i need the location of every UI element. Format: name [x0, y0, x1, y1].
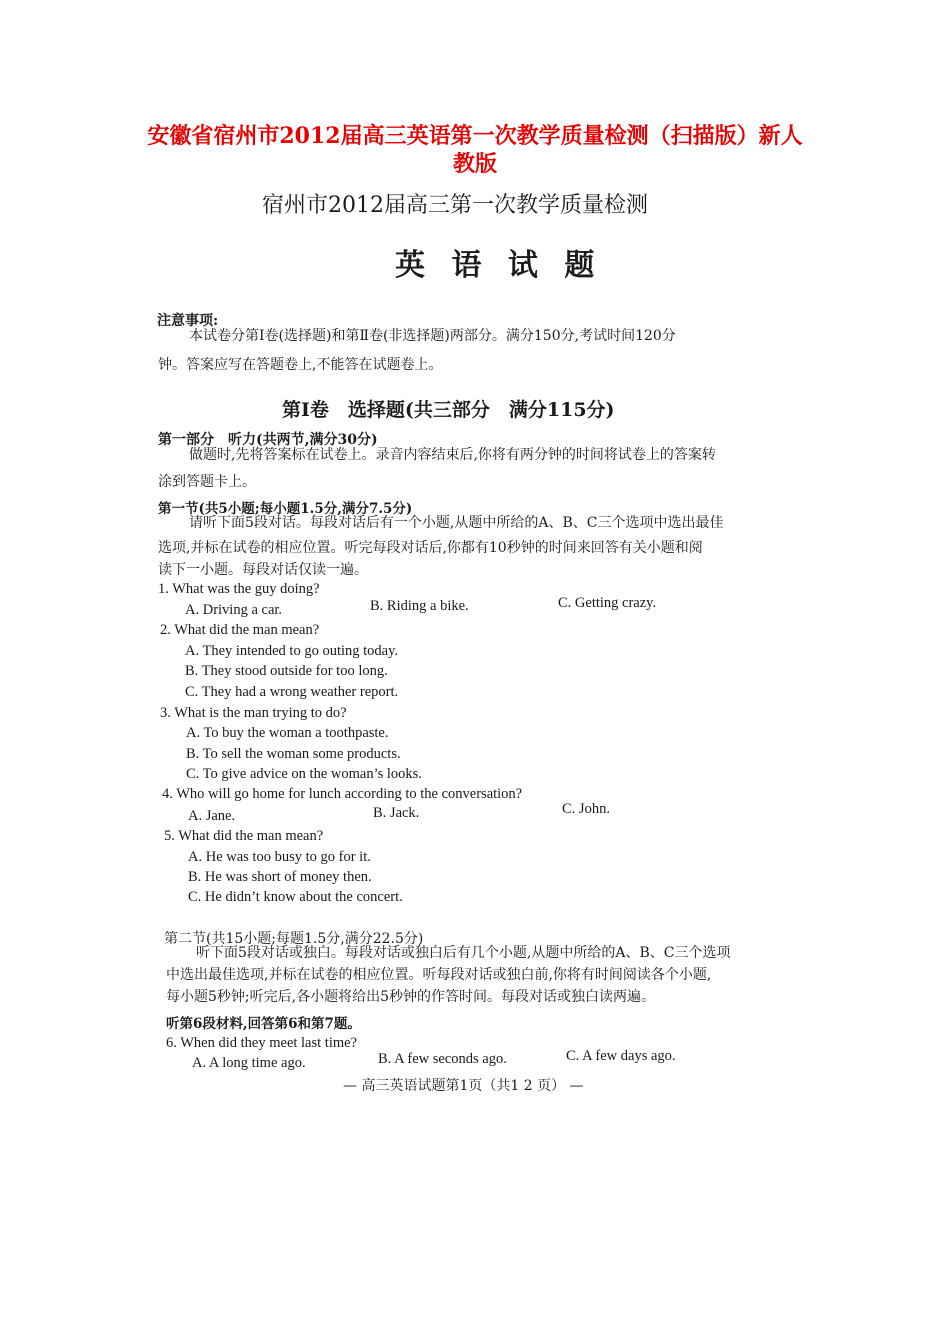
- question-5-option-b: B. He was short of money then.: [188, 869, 372, 885]
- question-3-option-b: B. To sell the woman some products.: [186, 746, 401, 762]
- exam-subtitle: 宿州市2012届高三第一次教学质量检测: [262, 193, 648, 218]
- question-1-option-b: B. Riding a bike.: [370, 598, 469, 614]
- section1-intro-line1: 请听下面5段对话。每段对话后有一个小题,从题中所给的A、B、C三个选项中选出最佳: [189, 515, 724, 531]
- section1-heading: 第一节(共5小题;每小题1.5分,满分7.5分): [158, 501, 413, 517]
- question-4-option-b: B. Jack.: [373, 805, 420, 821]
- question-5-option-c: C. He didn’t know about the concert.: [188, 889, 403, 905]
- volume1-heading: 第Ⅰ卷 选择题(共三部分 满分115分): [282, 399, 615, 421]
- question-2-option-b: B. They stood outside for too long.: [185, 663, 388, 679]
- question-6-option-b: B. A few seconds ago.: [378, 1051, 507, 1067]
- exam-title: 英 语 试 题: [395, 248, 603, 283]
- question-6-option-a: A. A long time ago.: [192, 1055, 306, 1071]
- section2-intro-line1: 听下面5段对话或独白。每段对话或独白后有几个小题,从题中所给的A、B、C三个选项: [196, 945, 731, 961]
- part1-intro-line2: 涂到答题卡上。: [158, 474, 256, 490]
- question-1-option-c: C. Getting crazy.: [558, 595, 657, 611]
- document-title-line2: 教版: [452, 151, 497, 177]
- notice-line1: 本试卷分第Ⅰ卷(选择题)和第Ⅱ卷(非选择题)两部分。满分150分,考试时间120分: [189, 328, 676, 344]
- question-1-stem: 1. What was the guy doing?: [158, 581, 320, 597]
- question-5-option-a: A. He was too busy to go for it.: [188, 849, 371, 865]
- question-3-option-a: A. To buy the woman a toothpaste.: [186, 725, 389, 741]
- question-5-stem: 5. What did the man mean?: [164, 828, 324, 844]
- question-4-stem: 4. Who will go home for lunch according to the conversation?: [162, 786, 523, 802]
- question-4-option-a: A. Jane.: [188, 808, 236, 824]
- part1-intro-line1: 做题时,先将答案标在试卷上。录音内容结束后,你将有两分钟的时间将试卷上的答案转: [189, 447, 716, 463]
- question-1-option-a: A. Driving a car.: [185, 602, 283, 618]
- section1-intro-line3: 读下一小题。每段对话仅读一遍。: [158, 562, 368, 578]
- notice-heading: 注意事项:: [157, 313, 219, 329]
- notice-line2: 钟。答案应写在答题卷上,不能答在试题卷上。: [158, 357, 443, 373]
- document-title-line1: 安徽省宿州市2012届高三英语第一次教学质量检测（扫描版）新人: [147, 123, 803, 149]
- section2-intro-line2: 中选出最佳选项,并标在试卷的相应位置。听每段对话或独白前,你将有时间阅读各个小题,: [166, 967, 712, 983]
- question-2-option-a: A. They intended to go outing today.: [185, 643, 399, 659]
- section2-heading: 第二节(共15小题;每题1.5分,满分22.5分): [164, 931, 424, 947]
- part1-heading: 第一部分 听力(共两节,满分30分): [158, 432, 378, 448]
- section1-intro-line2: 选项,并标在试卷的相应位置。听完每段对话后,你都有10秒钟的时间来回答有关小题和阅: [158, 540, 703, 556]
- question-6-option-c: C. A few days ago.: [566, 1048, 676, 1064]
- section2-material6: 听第6段材料,回答第6和第7题。: [166, 1016, 361, 1032]
- question-4-option-c: C. John.: [562, 801, 610, 817]
- question-3-option-c: C. To give advice on the woman’s looks.: [186, 766, 422, 782]
- question-2-option-c: C. They had a wrong weather report.: [185, 684, 399, 700]
- page-footer: — 高三英语试题第1页（共1 2 页） —: [343, 1078, 584, 1094]
- question-2-stem: 2. What did the man mean?: [160, 622, 320, 638]
- question-3-stem: 3. What is the man trying to do?: [160, 705, 347, 721]
- question-6-stem: 6. When did they meet last time?: [166, 1035, 357, 1051]
- section2-intro-line3: 每小题5秒钟;听完后,各小题将给出5秒钟的作答时间。每段对话或独白读两遍。: [166, 989, 655, 1005]
